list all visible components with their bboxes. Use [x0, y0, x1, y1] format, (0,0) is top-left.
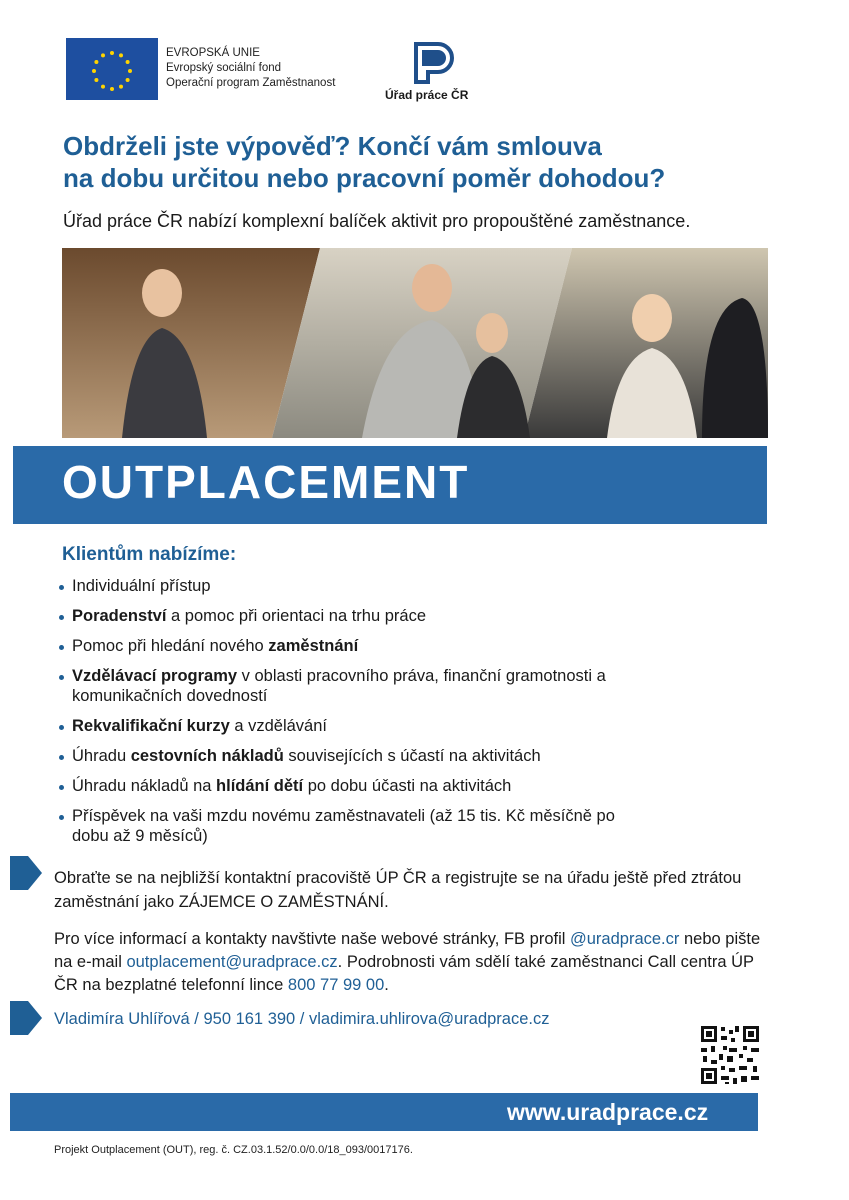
eu-line: Operační program Zaměstnanost	[166, 77, 336, 89]
list-item: Pomoc při hledání nového zaměstnání	[56, 636, 756, 656]
arrow-right-icon	[10, 1001, 42, 1035]
list-item: Individuální přístup	[56, 576, 756, 596]
up-logo	[408, 40, 456, 86]
offer-heading: Klientům nabízíme:	[62, 544, 237, 565]
list-item: Rekvalifikační kurzy a vzdělávání	[56, 716, 756, 736]
info-paragraph: Pro více informací a kontakty navštivte naše webové stránky, FB profil @uradprace.cr nebo pište na e-mail outplacement@uradprace.cz. Podrobnosti vám sdělí také zaměstnanci Call centra ÚP ČR na bezplatné telefonní lince 800 77 99 00.	[54, 930, 761, 994]
list-item: Vzdělávací programy v oblasti pracovního práva, finanční gramotnosti a komunikačních dovedností	[56, 666, 656, 706]
qr-code-icon	[699, 1024, 761, 1086]
project-note: Projekt Outplacement (OUT), reg. č. CZ.03.1.52/0.0/0.0/18_093/0017176.	[54, 1144, 413, 1156]
website-link[interactable]: www.uradprace.cz	[507, 1099, 709, 1125]
list-item: Úhradu cestovních nákladů souvisejících s účastí na aktivitách	[56, 746, 756, 766]
headline	[63, 130, 803, 194]
eu-text	[166, 46, 335, 91]
phone-link[interactable]: 800 77 99 00	[287, 976, 385, 994]
headline-line: na dobu určitou nebo pracovní poměr dohodou?	[63, 163, 666, 193]
headline-line: Obdrželi jste výpověď? Končí vám smlouva	[63, 131, 602, 161]
register-paragraph: Obraťte se na nejbližší kontaktní pracoviště ÚP ČR a registrujte se na úřadu ještě před ztrátou zaměstnání jako ZÁJEMCE O ZAMĚSTNÁNÍ.	[54, 869, 742, 911]
photo-strip	[62, 248, 768, 438]
list-item: Úhradu nákladů na hlídání dětí po dobu účasti na aktivitách	[56, 776, 756, 796]
eu-flag-logo	[66, 38, 158, 100]
subline: Úřad práce ČR nabízí komplexní balíček aktivit pro propouštěné zaměstnance.	[63, 211, 691, 231]
arrow-right-icon	[10, 856, 42, 890]
offer-list	[56, 576, 756, 856]
eu-line: EVROPSKÁ UNIE	[166, 47, 260, 59]
list-item: Příspěvek na vaši mzdu novému zaměstnavateli (až 15 tis. Kč měsíčně po dobu až 9 měsíců)	[56, 806, 656, 846]
banner-title: OUTPLACEMENT	[62, 456, 470, 508]
list-item: Poradenství a pomoc při orientaci na trhu práce	[56, 606, 756, 626]
up-name: Úřad práce ČR	[385, 88, 469, 102]
eu-line: Evropský sociální fond	[166, 62, 282, 74]
email-link[interactable]: outplacement@uradprace.cz	[126, 953, 338, 971]
fb-profile-link[interactable]: @uradprace.cr	[570, 930, 680, 948]
contact-line[interactable]: Vladimíra Uhlířová / 950 161 390 / vladimira.uhlirova@uradprace.cz	[54, 1010, 550, 1028]
